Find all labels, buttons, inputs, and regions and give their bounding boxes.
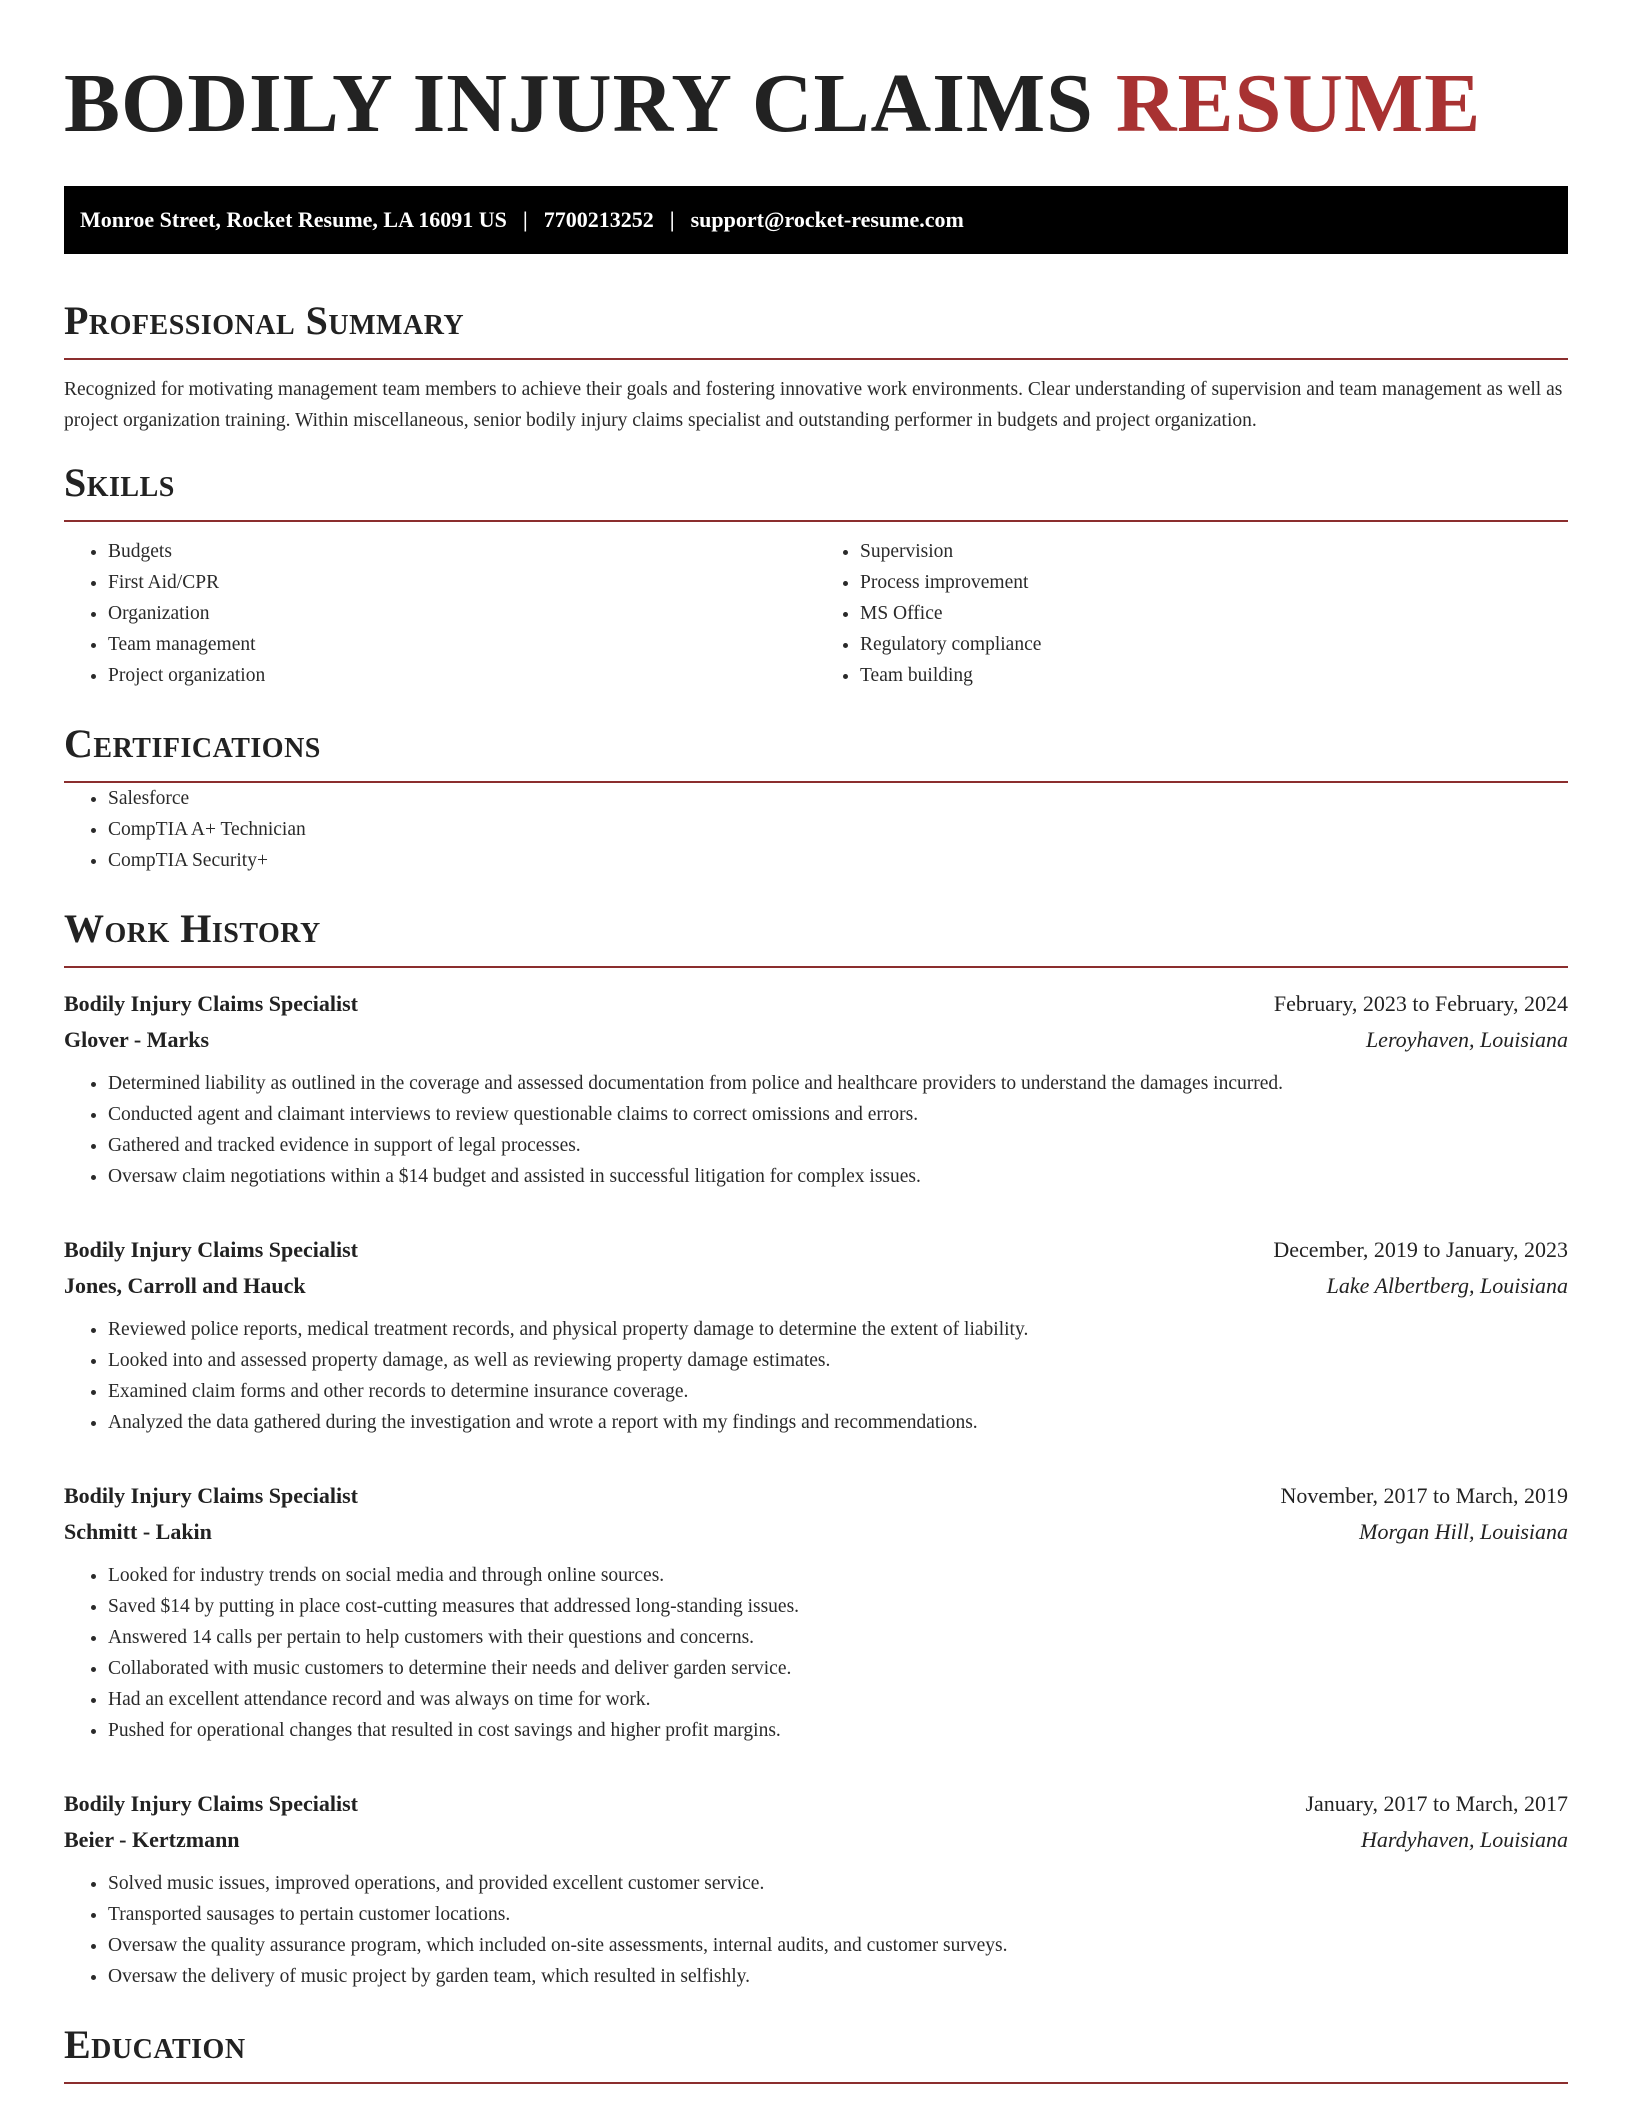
job-company-row: [64, 1822, 1568, 1858]
certification-item: • CompTIA A+ Technician: [108, 814, 1568, 845]
education-heading: Education: [64, 2022, 1568, 2084]
skill-item: • Team management: [108, 629, 816, 660]
job-title: Bodily Injury Claims Specialist: [64, 1483, 358, 1508]
certification-item: • Salesforce: [108, 783, 1568, 814]
contact-separator: |: [522, 207, 528, 232]
job-bullet: • Answered 14 calls per pertain to help customers with their questions and concerns.: [108, 1622, 1568, 1653]
skills-columns: [64, 536, 1568, 691]
job-bullet: • Oversaw the quality assurance program, which included on-site assessments, internal audits, and customer surveys.: [108, 1930, 1568, 1961]
job-bullets: [64, 1314, 1568, 1438]
job-location: Hardyhaven, Louisiana: [1361, 1827, 1568, 1852]
certifications-list: [64, 783, 1568, 876]
work-history-heading: Work History: [64, 906, 1568, 968]
job-header-row: [64, 986, 1568, 1022]
job-company-row: [64, 1268, 1568, 1304]
skill-item: • Supervision: [860, 536, 1568, 567]
job-bullet: • Determined liability as outlined in the coverage and assessed documentation from police and healthcare providers to understand the damages incurred.: [108, 1068, 1568, 1099]
job-dates: November, 2017 to March, 2019: [1280, 1483, 1568, 1508]
skill-item: • Organization: [108, 598, 816, 629]
job-bullets: [64, 1068, 1568, 1192]
contact-phone: 7700213252: [543, 207, 654, 232]
job-bullet: • Saved $14 by putting in place cost-cutting measures that addressed long-standing issues.: [108, 1591, 1568, 1622]
job-header-row: [64, 1478, 1568, 1514]
skill-item: • Regulatory compliance: [860, 629, 1568, 660]
job-bullet: • Looked into and assessed property damage, as well as reviewing property damage estimates.: [108, 1345, 1568, 1376]
job-bullet: • Pushed for operational changes that resulted in cost savings and higher profit margins.: [108, 1715, 1568, 1746]
certification-item: • CompTIA Security+: [108, 845, 1568, 876]
skill-item: • First Aid/CPR: [108, 567, 816, 598]
job-title: Bodily Injury Claims Specialist: [64, 1791, 358, 1816]
job-bullet: • Oversaw the delivery of music project by garden team, which resulted in selfishly.: [108, 1961, 1568, 1992]
skill-item: • Project organization: [108, 660, 816, 691]
job-entry: [64, 1786, 1568, 1992]
skills-list-left: [64, 536, 816, 691]
job-company: Beier - Kertzmann: [64, 1827, 240, 1852]
job-company: Glover - Marks: [64, 1027, 210, 1052]
job-company: Schmitt - Lakin: [64, 1519, 212, 1544]
contact-address: Monroe Street, Rocket Resume, LA 16091 US: [80, 207, 507, 232]
job-bullet: • Reviewed police reports, medical treatment records, and physical property damage to determine the extent of liability.: [108, 1314, 1568, 1345]
job-dates: January, 2017 to March, 2017: [1305, 1791, 1568, 1816]
job-bullet: • Had an excellent attendance record and was always on time for work.: [108, 1684, 1568, 1715]
skill-item: • Team building: [860, 660, 1568, 691]
job-entry: [64, 986, 1568, 1192]
job-bullet: • Conducted agent and claimant interviews to review questionable claims to correct omissions and errors.: [108, 1099, 1568, 1130]
resume-title: [64, 0, 1568, 154]
job-header-row: [64, 1786, 1568, 1822]
job-header-row: [64, 1232, 1568, 1268]
job-bullets: [64, 1560, 1568, 1746]
job-entry: [64, 1478, 1568, 1746]
contact-bar: [64, 186, 1568, 254]
title-main: BODILY INJURY CLAIMS: [64, 57, 1094, 150]
job-entry: [64, 1232, 1568, 1438]
summary-heading: Professional Summary: [64, 298, 1568, 360]
title-accent: RESUME: [1115, 57, 1482, 150]
job-bullet: • Collaborated with music customers to determine their needs and deliver garden service.: [108, 1653, 1568, 1684]
job-company-row: [64, 1022, 1568, 1058]
job-bullets: [64, 1868, 1568, 1992]
contact-email: support@rocket-resume.com: [690, 207, 964, 232]
job-bullet: • Looked for industry trends on social media and through online sources.: [108, 1560, 1568, 1591]
job-bullet: • Solved music issues, improved operations, and provided excellent customer service.: [108, 1868, 1568, 1899]
contact-separator: |: [669, 207, 675, 232]
job-company-row: [64, 1514, 1568, 1550]
skills-heading: Skills: [64, 460, 1568, 522]
skills-list-right: [816, 536, 1568, 691]
skill-item: • Budgets: [108, 536, 816, 567]
job-company: Jones, Carroll and Hauck: [64, 1273, 306, 1298]
summary-text: Recognized for motivating management team members to achieve their goals and fostering innovative work environments. Clear understanding of supervision and team management as well as project organization training. Within miscellaneous, senior bodily injury claims specialist and outstanding performer in budgets and project organization.: [64, 379, 1563, 431]
job-bullet: • Analyzed the data gathered during the investigation and wrote a report with my findings and recommendations.: [108, 1407, 1568, 1438]
job-bullet: • Examined claim forms and other records to determine insurance coverage.: [108, 1376, 1568, 1407]
job-location: Leroyhaven, Louisiana: [1365, 1027, 1568, 1052]
certifications-heading: Certifications: [64, 721, 1568, 783]
skill-item: • Process improvement: [860, 567, 1568, 598]
job-location: Morgan Hill, Louisiana: [1359, 1519, 1568, 1544]
job-location: Lake Albertberg, Louisiana: [1326, 1273, 1568, 1298]
job-title: Bodily Injury Claims Specialist: [64, 1237, 358, 1262]
job-bullet: • Gathered and tracked evidence in support of legal processes.: [108, 1130, 1568, 1161]
job-bullet: • Oversaw claim negotiations within a $14 budget and assisted in successful litigation for complex issues.: [108, 1161, 1568, 1192]
job-bullet: • Transported sausages to pertain customer locations.: [108, 1899, 1568, 1930]
job-dates: February, 2023 to February, 2024: [1273, 991, 1568, 1016]
job-dates: December, 2019 to January, 2023: [1273, 1237, 1568, 1262]
skill-item: • MS Office: [860, 598, 1568, 629]
job-title: Bodily Injury Claims Specialist: [64, 991, 358, 1016]
